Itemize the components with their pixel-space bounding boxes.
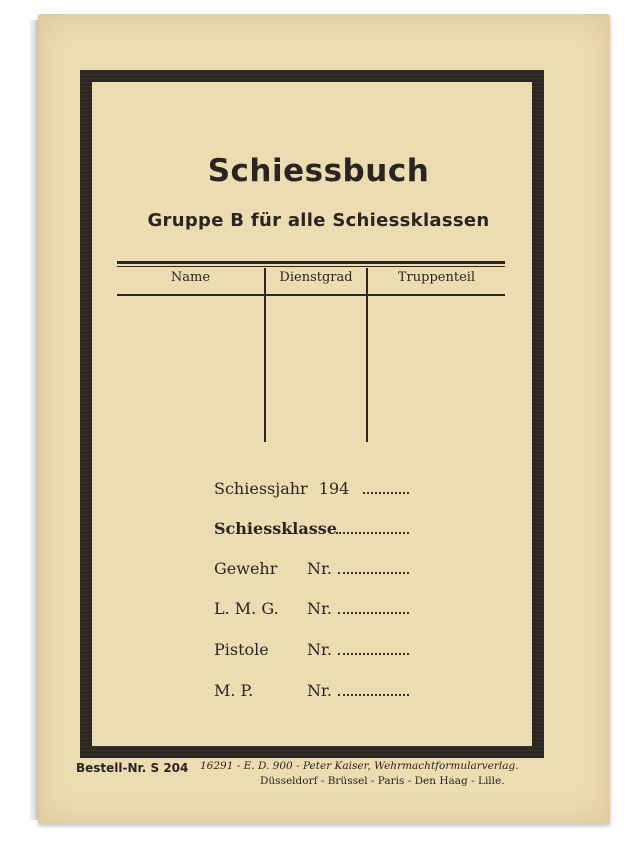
table-top-rule-thick <box>117 261 505 264</box>
column-header-name: Name <box>170 270 211 285</box>
weapon-label-rifle: Gewehr <box>214 559 278 578</box>
weapon-label-pistol: Pistole <box>214 640 269 659</box>
shooting-year-field <box>214 479 349 498</box>
publisher-line-1: 16291 - E. D. 900 - Peter Kaiser, Wehrmachtformularverlag. <box>200 760 519 772</box>
weapon-blank-lmg <box>338 610 409 614</box>
column-header-truppenteil: Truppenteil <box>397 270 476 285</box>
weapon-label-mp: M. P. <box>214 681 254 700</box>
shooting-year-blank <box>363 490 409 494</box>
weapon-blank-pistol <box>338 651 409 655</box>
page-title: Schiessbuch <box>207 153 430 189</box>
column-header-dienstgrad: Dienstgrad <box>279 270 353 285</box>
weapon-blank-mp <box>338 692 409 696</box>
table-top-rule-thin <box>117 266 505 267</box>
shooting-year-label: Schiessjahr <box>214 479 308 498</box>
weapon-nr-mp: Nr. <box>307 681 332 700</box>
weapon-nr-rifle: Nr. <box>307 559 332 578</box>
page-subtitle: Gruppe B für alle Schiessklassen <box>147 210 490 231</box>
shooting-class-blank <box>336 530 409 534</box>
order-number: Bestell-Nr. S 204 <box>76 761 189 775</box>
publisher-line-2: Düsseldorf - Brüssel - Paris - Den Haag - Lille. <box>260 775 505 787</box>
table-column-divider-2 <box>366 268 368 442</box>
table-header-rule <box>117 294 505 296</box>
weapon-nr-pistol: Nr. <box>307 640 332 659</box>
shooting-class-label: Schiessklasse <box>214 519 337 538</box>
weapon-label-lmg: L. M. G. <box>214 599 279 618</box>
publisher-imprint <box>200 759 519 789</box>
shooting-year-prefix: 194 <box>318 479 350 498</box>
weapon-blank-rifle <box>338 570 409 574</box>
shooting-class-field <box>214 519 337 538</box>
weapon-nr-lmg: Nr. <box>307 599 332 618</box>
table-column-divider-1 <box>264 268 266 442</box>
